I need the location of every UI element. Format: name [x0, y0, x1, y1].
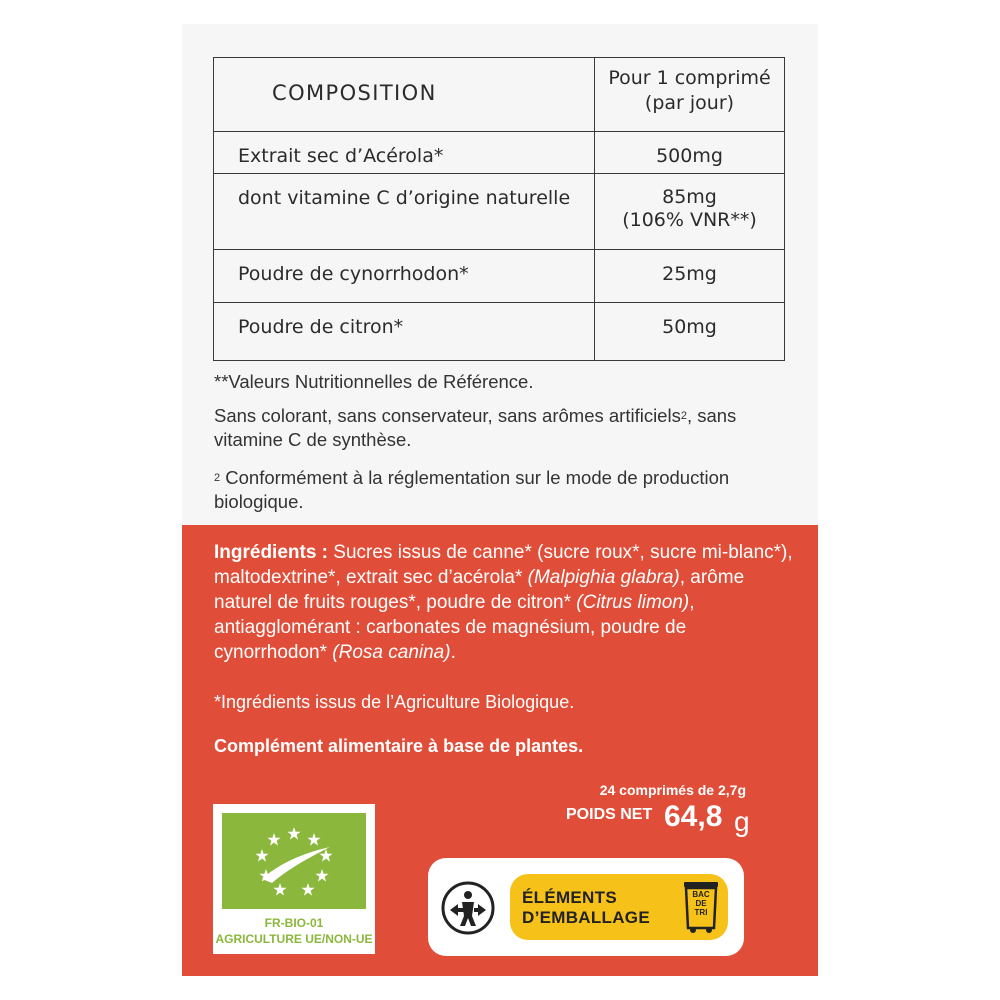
net-weight-unit: g — [734, 806, 750, 837]
table-row — [214, 250, 785, 303]
packaging-label-line2: D’EMBALLAGE — [522, 908, 650, 927]
dose-header-line2: (par jour) — [644, 92, 735, 114]
composition-header-label: COMPOSITION — [272, 81, 437, 105]
composition-table — [213, 57, 785, 361]
ingredients-text: Ingrédients : Sucres issus de canne* (sucre roux*, sucre mi-blanc*), maltodextrine*, extrait sec d’acérola* (Malpighia glabra), arôme naturel de fruits rouges*, poudre de citron* (Citrus limon), antiagglomérant : carbonates de magnésium, poudre de cynorrhodon* (Rosa canina). — [214, 542, 793, 663]
tablet-count: 24 comprimés de 2,7g — [599, 782, 746, 798]
net-weight-label: POIDS NET — [566, 806, 653, 823]
additives-note: Sans colorant, sans conservateur, sans arômes artificiels$^2$, sans vitamine C de synthèse. — [214, 405, 737, 450]
eu-organic-leaf-icon — [222, 813, 366, 909]
recycling-info — [428, 858, 744, 956]
composition-header — [214, 58, 595, 132]
table-row — [214, 132, 785, 174]
row-name: dont vitamine C d’origine naturelle — [238, 187, 571, 209]
table-row — [214, 303, 785, 361]
vnr-note: **Valeurs Nutritionnelles de Référence. — [214, 371, 534, 392]
dose-header — [595, 58, 785, 132]
row-value: 500mg — [656, 145, 723, 167]
row-name: Poudre de cynorrhodon* — [238, 263, 469, 285]
row-value: 25mg — [662, 263, 717, 285]
organic-code: FR-BIO-01 — [264, 916, 324, 930]
table-header-row — [214, 58, 785, 132]
row-name: Extrait sec d’Acérola* — [238, 145, 444, 167]
bin-line2: DE — [695, 899, 707, 908]
table-row — [214, 174, 785, 250]
organic-origin: AGRICULTURE UE/NON-UE — [215, 932, 373, 946]
row-value-vnr: (106% VNR**) — [622, 209, 757, 231]
bin-line1: BAC — [692, 890, 710, 899]
net-weight-value: 64,8 — [664, 800, 723, 833]
packaging-label-line1: ÉLÉMENTS — [522, 888, 617, 907]
bin-line3: TRI — [694, 908, 708, 917]
triman-icon — [440, 880, 496, 936]
row-name: Poudre de citron* — [238, 316, 404, 338]
ingredients-label: Ingrédients : — [214, 542, 329, 563]
row-value: 50mg — [662, 316, 717, 338]
row-value: 85mg — [662, 186, 717, 208]
regulation-note: $^2$ Conformément à la réglementation sur le mode de production biologique. — [214, 467, 730, 512]
dose-header-line1: Pour 1 comprimé — [608, 67, 771, 89]
sorting-bin-icon — [682, 880, 720, 934]
supplement-note: Complément alimentaire à base de plantes. — [214, 736, 584, 756]
packaging-label-box — [510, 874, 728, 940]
eu-organic-logo — [213, 804, 375, 954]
organic-note: *Ingrédients issus de l’Agriculture Biologique. — [214, 692, 575, 712]
